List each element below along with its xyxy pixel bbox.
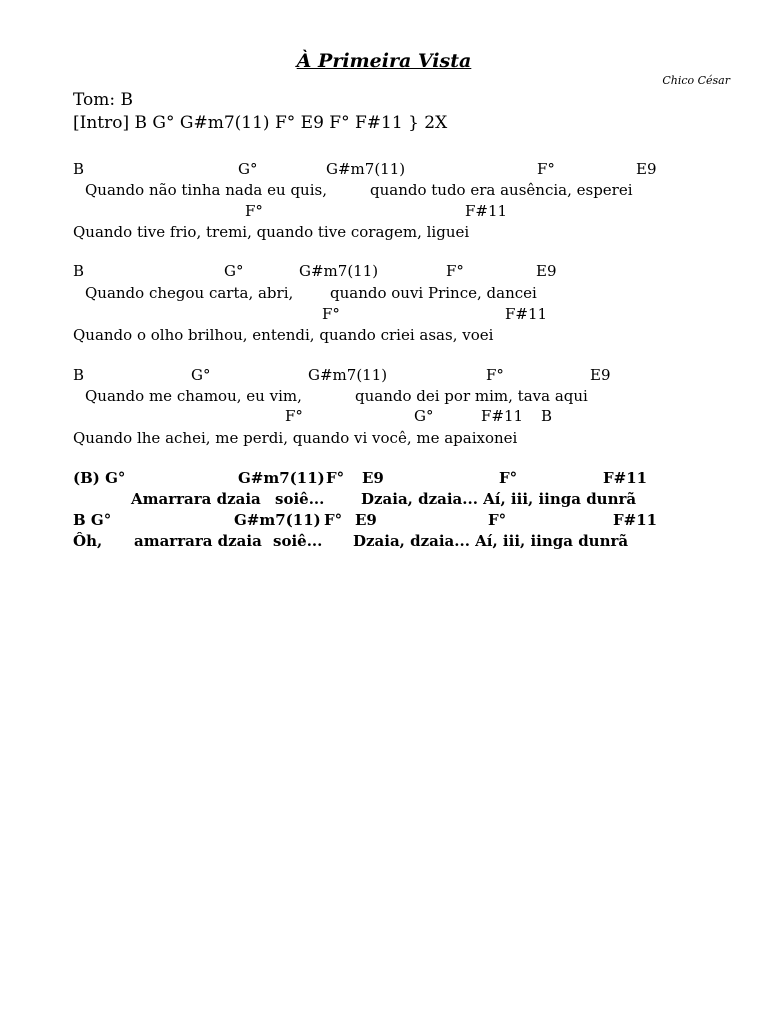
chord-symbol: G#m7(11) (299, 262, 379, 280)
chord-symbol: E9 (536, 262, 557, 280)
lyric-text: Quando chegou carta, abri, (85, 284, 294, 302)
lyric-text: quando dei por mim, tava aqui (355, 387, 588, 405)
lyric-text: Ôh, (73, 532, 103, 550)
intro-progression: [Intro] B G° G#m7(11) F° E9 F° F#11 } 2X (73, 113, 448, 133)
lyric-text: Amarrara dzaia (131, 490, 261, 508)
chord-symbol: E9 (355, 511, 377, 529)
chord-symbol: F° (499, 469, 518, 487)
lyric-text: Quando lhe achei, me perdi, quando vi você, me apaixonei (73, 429, 518, 447)
chord-symbol: B (541, 407, 553, 425)
chord-symbol: F° (322, 305, 340, 323)
chord-symbol: G° (414, 407, 434, 425)
chord-symbol: B G° (73, 511, 112, 529)
chord-symbol: F#11 (505, 305, 548, 323)
chord-symbol: F° (446, 262, 464, 280)
lyric-text: soiê... (275, 490, 325, 508)
chord-symbol: B (73, 366, 85, 384)
chord-symbol: B (73, 160, 85, 178)
song-author: Chico César (662, 74, 730, 87)
chord-symbol: G° (238, 160, 258, 178)
chord-symbol: (B) G° (73, 469, 126, 487)
chord-symbol: F° (488, 511, 507, 529)
chord-symbol: F° (326, 469, 345, 487)
chord-symbol: F#11 (481, 407, 524, 425)
lyric-text: Dzaia, dzaia... Aí, iii, iinga dunrã (353, 532, 629, 550)
chord-symbol: B (73, 262, 85, 280)
chord-symbol: G° (191, 366, 211, 384)
chord-symbol: F#11 (613, 511, 658, 529)
chord-symbol: G#m7(11) (238, 469, 325, 487)
lyric-text: amarrara dzaia (134, 532, 262, 550)
chord-symbol: G° (224, 262, 244, 280)
lyric-text: Quando o olho brilhou, entendi, quando criei asas, voei (73, 326, 494, 344)
chord-symbol: G#m7(11) (326, 160, 406, 178)
lyric-text: Quando tive frio, tremi, quando tive coragem, liguei (73, 223, 470, 241)
lyric-text: Quando não tinha nada eu quis, (85, 181, 327, 199)
lyric-text: Dzaia, dzaia... Aí, iii, iinga dunrã (361, 490, 637, 508)
chord-symbol: F#11 (603, 469, 648, 487)
lyric-text: Quando me chamou, eu vim, (85, 387, 302, 405)
song-key: Tom: B (73, 90, 133, 110)
chord-symbol: G#m7(11) (234, 511, 321, 529)
chord-symbol: F° (285, 407, 303, 425)
chord-symbol: E9 (590, 366, 611, 384)
chord-symbol: F° (324, 511, 343, 529)
chord-symbol: F° (245, 202, 263, 220)
lyric-text: soiê... (273, 532, 323, 550)
chord-symbol: G#m7(11) (308, 366, 388, 384)
chord-symbol: F° (537, 160, 555, 178)
chord-symbol: E9 (362, 469, 384, 487)
chord-symbol: E9 (636, 160, 657, 178)
lyric-text: quando tudo era ausência, esperei (370, 181, 633, 199)
chord-symbol: F#11 (465, 202, 508, 220)
lyric-text: quando ouvi Prince, dancei (330, 284, 537, 302)
song-title: À Primeira Vista (296, 50, 472, 72)
chord-symbol: F° (486, 366, 504, 384)
